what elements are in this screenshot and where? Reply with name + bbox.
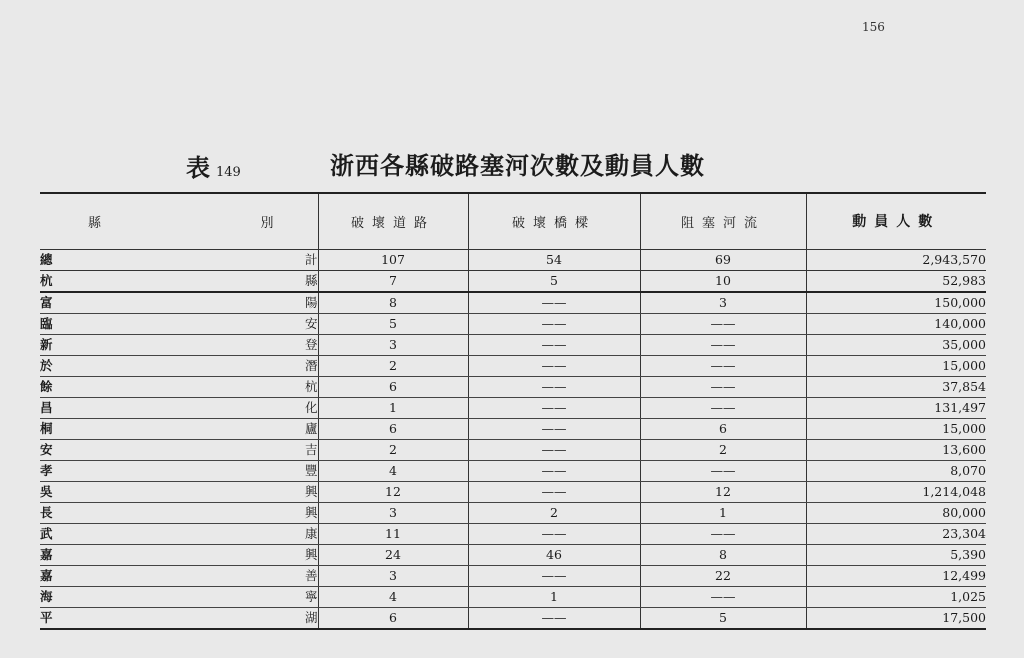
county-char-2: 湖 — [180, 607, 318, 629]
table-row — [40, 544, 986, 565]
people-cell: 150,000 — [806, 292, 986, 314]
county-char-2: 寧 — [180, 586, 318, 607]
rivers-cell: 5 — [640, 607, 806, 629]
county-char-2: 杭 — [180, 376, 318, 397]
bridges-cell: —— — [468, 523, 640, 544]
county-char-2: 興 — [180, 481, 318, 502]
county-char-1: 嘉 — [40, 565, 180, 586]
people-cell: 52,983 — [806, 270, 986, 292]
roads-cell: 3 — [318, 334, 468, 355]
roads-cell: 1 — [318, 397, 468, 418]
data-table — [40, 192, 986, 630]
roads-cell: 3 — [318, 502, 468, 523]
table-row — [40, 376, 986, 397]
county-char-1: 新 — [40, 334, 180, 355]
rivers-cell: —— — [640, 523, 806, 544]
people-cell: 1,214,048 — [806, 481, 986, 502]
roads-cell: 12 — [318, 481, 468, 502]
table-label — [186, 148, 241, 183]
county-char-1: 海 — [40, 586, 180, 607]
roads-cell: 4 — [318, 460, 468, 481]
table-row — [40, 270, 986, 292]
county-char-2: 興 — [180, 544, 318, 565]
rivers-cell: —— — [640, 460, 806, 481]
roads-cell: 24 — [318, 544, 468, 565]
bridges-cell: 1 — [468, 586, 640, 607]
county-char-1: 富 — [40, 292, 180, 314]
rivers-cell: 12 — [640, 481, 806, 502]
table-row — [40, 418, 986, 439]
roads-cell: 6 — [318, 376, 468, 397]
table-row — [40, 586, 986, 607]
bridges-cell: —— — [468, 292, 640, 314]
header-row — [40, 193, 986, 249]
county-char-2: 安 — [180, 313, 318, 334]
county-char-2: 興 — [180, 502, 318, 523]
roads-cell: 8 — [318, 292, 468, 314]
county-char-2: 廬 — [180, 418, 318, 439]
people-cell: 13,600 — [806, 439, 986, 460]
table-number: 149 — [216, 165, 241, 180]
table-body — [40, 249, 986, 629]
table-row — [40, 355, 986, 376]
table-row-total — [40, 249, 986, 270]
people-cell: 37,854 — [806, 376, 986, 397]
rivers-cell: 8 — [640, 544, 806, 565]
people-cell: 1,025 — [806, 586, 986, 607]
rivers-cell: —— — [640, 397, 806, 418]
table-title: 浙西各縣破路塞河次數及動員人數 — [330, 151, 705, 180]
header-roads: 破壞道路 — [318, 193, 468, 249]
rivers-cell: —— — [640, 313, 806, 334]
bridges-cell: —— — [468, 460, 640, 481]
county-char-1: 桐 — [40, 418, 180, 439]
roads-cell: 2 — [318, 355, 468, 376]
people-cell: 5,390 — [806, 544, 986, 565]
county-char-1: 孝 — [40, 460, 180, 481]
table-row — [40, 334, 986, 355]
header-county: 縣 — [40, 193, 180, 249]
people-cell: 8,070 — [806, 460, 986, 481]
county-char-1: 於 — [40, 355, 180, 376]
bridges-cell: 54 — [468, 249, 640, 270]
county-char-1: 昌 — [40, 397, 180, 418]
people-cell: 2,943,570 — [806, 249, 986, 270]
rivers-cell: —— — [640, 355, 806, 376]
rivers-cell: —— — [640, 376, 806, 397]
bridges-cell: 2 — [468, 502, 640, 523]
roads-cell: 4 — [318, 586, 468, 607]
bridges-cell: —— — [468, 607, 640, 629]
county-char-2: 康 — [180, 523, 318, 544]
county-char-1: 安 — [40, 439, 180, 460]
table-row — [40, 607, 986, 629]
rivers-cell: 3 — [640, 292, 806, 314]
rivers-cell: 69 — [640, 249, 806, 270]
rivers-cell: 22 — [640, 565, 806, 586]
people-cell: 140,000 — [806, 313, 986, 334]
people-cell: 15,000 — [806, 418, 986, 439]
county-char-2: 豐 — [180, 460, 318, 481]
rivers-cell: —— — [640, 334, 806, 355]
people-cell: 23,304 — [806, 523, 986, 544]
roads-cell: 3 — [318, 565, 468, 586]
roads-cell: 5 — [318, 313, 468, 334]
county-char-1: 吳 — [40, 481, 180, 502]
rivers-cell: —— — [640, 586, 806, 607]
roads-cell: 11 — [318, 523, 468, 544]
county-char-1: 杭 — [40, 270, 180, 292]
bridges-cell: —— — [468, 481, 640, 502]
table-row — [40, 397, 986, 418]
rivers-cell: 1 — [640, 502, 806, 523]
bridges-cell: —— — [468, 313, 640, 334]
header-bie: 別 — [180, 193, 318, 249]
county-char-1: 總 — [40, 249, 180, 270]
county-char-2: 吉 — [180, 439, 318, 460]
county-char-1: 武 — [40, 523, 180, 544]
roads-cell: 2 — [318, 439, 468, 460]
table-row — [40, 313, 986, 334]
county-char-1: 臨 — [40, 313, 180, 334]
county-char-2: 縣 — [180, 270, 318, 292]
county-char-2: 化 — [180, 397, 318, 418]
bridges-cell: 5 — [468, 270, 640, 292]
county-char-2: 善 — [180, 565, 318, 586]
county-char-2: 潛 — [180, 355, 318, 376]
table-row — [40, 292, 986, 314]
county-char-2: 陽 — [180, 292, 318, 314]
people-cell: 131,497 — [806, 397, 986, 418]
county-char-1: 長 — [40, 502, 180, 523]
county-char-1: 平 — [40, 607, 180, 629]
bridges-cell: —— — [468, 565, 640, 586]
county-char-1: 嘉 — [40, 544, 180, 565]
roads-cell: 107 — [318, 249, 468, 270]
people-cell: 17,500 — [806, 607, 986, 629]
people-cell: 12,499 — [806, 565, 986, 586]
people-cell: 15,000 — [806, 355, 986, 376]
county-char-2: 計 — [180, 249, 318, 270]
header-people: 動員人數 — [806, 193, 986, 249]
table-row — [40, 565, 986, 586]
roads-cell: 6 — [318, 607, 468, 629]
bridges-cell: —— — [468, 418, 640, 439]
table-row — [40, 523, 986, 544]
header-bridges: 破壞橋樑 — [468, 193, 640, 249]
county-char-1: 餘 — [40, 376, 180, 397]
table-row — [40, 460, 986, 481]
people-cell: 80,000 — [806, 502, 986, 523]
rivers-cell: 10 — [640, 270, 806, 292]
bridges-cell: —— — [468, 439, 640, 460]
county-char-2: 登 — [180, 334, 318, 355]
people-cell: 35,000 — [806, 334, 986, 355]
bridges-cell: 46 — [468, 544, 640, 565]
roads-cell: 6 — [318, 418, 468, 439]
header-rivers: 阻塞河流 — [640, 193, 806, 249]
bridges-cell: —— — [468, 355, 640, 376]
rivers-cell: 6 — [640, 418, 806, 439]
rivers-cell: 2 — [640, 439, 806, 460]
table-label-text: 表 — [186, 153, 212, 182]
table-row — [40, 439, 986, 460]
roads-cell: 7 — [318, 270, 468, 292]
bridges-cell: —— — [468, 334, 640, 355]
table-row — [40, 481, 986, 502]
bridges-cell: —— — [468, 397, 640, 418]
table-row — [40, 502, 986, 523]
page-number: 156 — [862, 20, 885, 34]
bridges-cell: —— — [468, 376, 640, 397]
